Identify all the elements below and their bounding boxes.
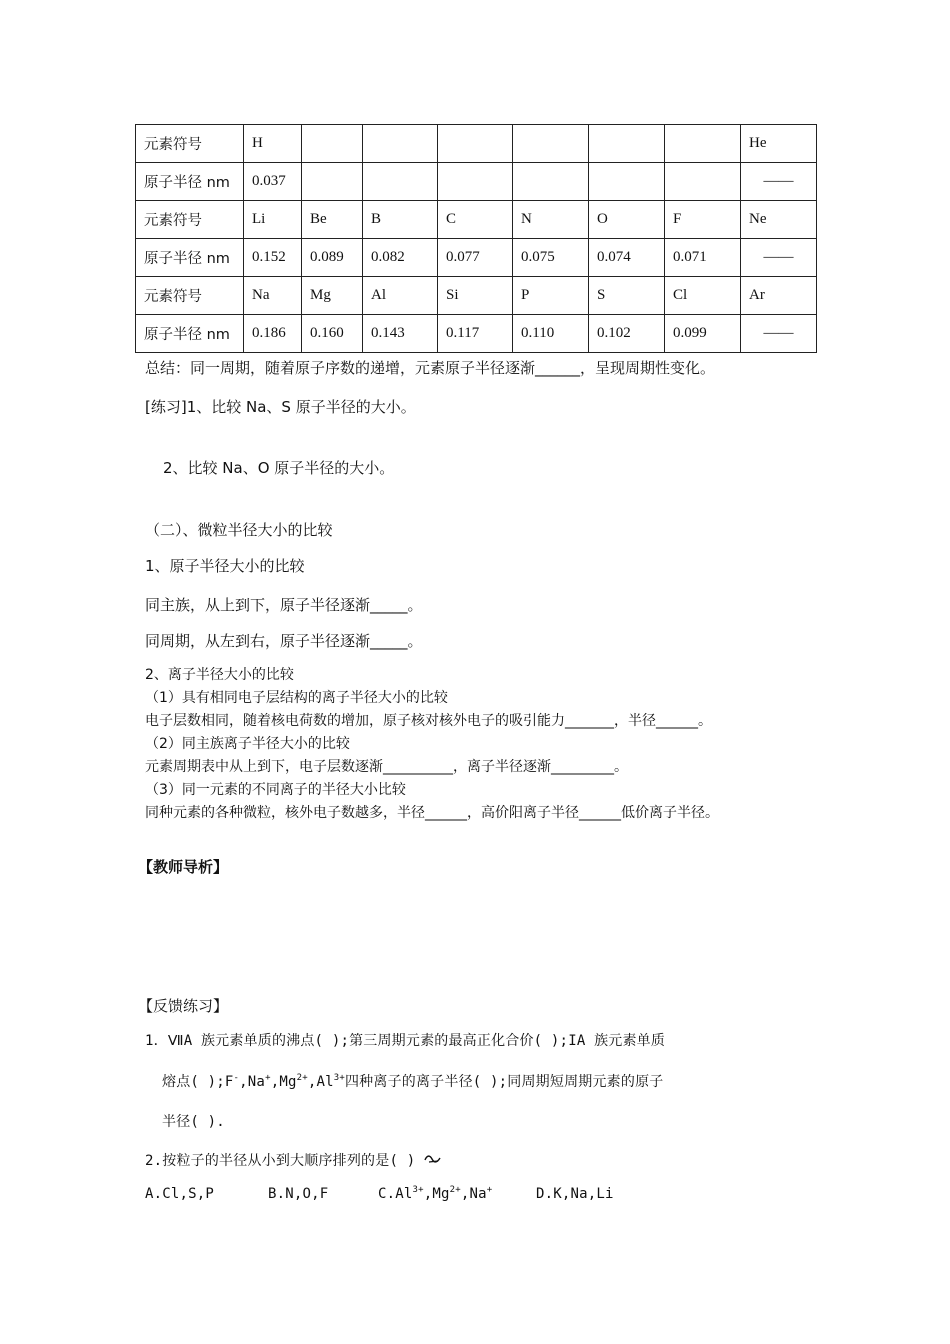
ionic-sub-1-title: （1）具有相同电子层结构的离子半径大小的比较: [145, 690, 448, 706]
table-cell: Al: [363, 277, 438, 315]
table-cell: ——: [741, 315, 817, 353]
table-cell: [665, 163, 741, 201]
same-group-rule: 同主族，从上到下，原子半径逐渐_____。: [145, 596, 423, 614]
question-2: [145, 1150, 442, 1170]
q1-text-d: ,Al: [307, 1074, 334, 1090]
table-cell: [363, 163, 438, 201]
same-period-rule: 同周期，从左到右，原子半径逐渐_____。: [145, 632, 423, 650]
option-c-text-1: C.Al: [378, 1186, 413, 1202]
q1-text-c: ,Mg: [270, 1074, 297, 1090]
table-cell: C: [438, 201, 513, 239]
table-row: [136, 239, 817, 277]
table-cell: Cl: [665, 277, 741, 315]
table-cell: Be: [302, 201, 363, 239]
ionic-sub-2-text: 元素周期表中从上到下，电子层数逐渐__________，离子半径逐渐_________。: [145, 759, 628, 775]
table-cell: 0.152: [244, 239, 302, 277]
table-cell: 0.075: [513, 239, 589, 277]
ionic-sub-2-title: （2）同主族离子半径大小的比较: [145, 736, 350, 752]
table-cell: [589, 125, 665, 163]
squiggle-mark-icon: [424, 1154, 442, 1166]
table-cell: Na: [244, 277, 302, 315]
table-cell: Li: [244, 201, 302, 239]
table-cell: N: [513, 201, 589, 239]
table-cell: Ar: [741, 277, 817, 315]
table-cell: B: [363, 201, 438, 239]
feedback-heading: 【反馈练习】: [138, 997, 229, 1015]
option-c-text-2: ,Mg: [423, 1186, 450, 1202]
q1-text-a: 熔点( );F: [162, 1074, 234, 1090]
table-cell: S: [589, 277, 665, 315]
al-ion-charge: 3+: [333, 1073, 345, 1083]
table-cell: ——: [741, 239, 817, 277]
atomic-radius-compare-title: 1、原子半径大小的比较: [145, 557, 305, 575]
section-2-title: （二）、微粒半径大小的比较: [145, 521, 333, 539]
option-b: B.N,O,F: [268, 1186, 329, 1202]
ionic-sub-1-text: 电子层数相同，随着核电荷数的增加，原子核对核外电子的吸引能力_______，半径______。: [145, 713, 712, 729]
table-cell: [438, 125, 513, 163]
mg-charge: 2+: [449, 1185, 461, 1195]
row-header-cell: 元素符号: [136, 277, 244, 315]
table-cell: O: [589, 201, 665, 239]
row-header-cell: 原子半径 nm: [136, 315, 244, 353]
table-cell: 0.089: [302, 239, 363, 277]
ionic-sub-3-title: （3）同一元素的不同离子的半径大小比较: [145, 782, 406, 798]
practice-2: 2、比较 Na、O 原子半径的大小。: [163, 459, 395, 477]
option-d: D.K,Na,Li: [536, 1186, 614, 1202]
table-cell: 0.110: [513, 315, 589, 353]
table-cell: P: [513, 277, 589, 315]
table-body: [136, 125, 817, 353]
table-cell: 0.143: [363, 315, 438, 353]
table-cell: 0.037: [244, 163, 302, 201]
table-cell: 0.160: [302, 315, 363, 353]
table-cell: 0.071: [665, 239, 741, 277]
row-header-cell: 元素符号: [136, 125, 244, 163]
table-cell: [363, 125, 438, 163]
atomic-radius-table: [135, 124, 817, 353]
row-header-cell: 原子半径 nm: [136, 163, 244, 201]
option-c: [378, 1186, 492, 1202]
question-1-line-3: 半径( ).: [162, 1114, 225, 1130]
table-cell: 0.077: [438, 239, 513, 277]
row-header-cell: 元素符号: [136, 201, 244, 239]
ionic-sub-3-text: 同种元素的各种微粒，核外电子数越多，半径______，高价阳离子半径______低价离子半径。: [145, 805, 719, 821]
table-cell: 0.082: [363, 239, 438, 277]
table-cell: [513, 125, 589, 163]
table-cell: 0.099: [665, 315, 741, 353]
f-ion-charge: -: [233, 1073, 240, 1083]
table-cell: Mg: [302, 277, 363, 315]
table-cell: 0.186: [244, 315, 302, 353]
mg-ion-charge: 2+: [296, 1073, 308, 1083]
summary-text: 总结：同一周期，随着原子序数的递增，元素原子半径逐渐______，呈现周期性变化。: [145, 359, 716, 377]
option-a: A.Cl,S,P: [145, 1186, 215, 1202]
na-ion-charge: +: [265, 1073, 271, 1083]
table-cell: Si: [438, 277, 513, 315]
q1-text-b: ,Na: [239, 1074, 266, 1090]
table-row: [136, 277, 817, 315]
question-2-text: 2.按粒子的半径从小到大顺序排列的是( ): [145, 1153, 416, 1169]
table-cell: H: [244, 125, 302, 163]
ionic-radius-compare-title: 2、离子半径大小的比较: [145, 667, 294, 683]
table-cell: F: [665, 201, 741, 239]
q1-text-e: 四种离子的离子半径( );同周期短周期元素的原子: [344, 1074, 664, 1090]
table-row: [136, 163, 817, 201]
table-cell: [302, 163, 363, 201]
table-row: [136, 201, 817, 239]
al-charge: 3+: [412, 1185, 424, 1195]
table-cell: [513, 163, 589, 201]
row-header-cell: 原子半径 nm: [136, 239, 244, 277]
table-cell: 0.074: [589, 239, 665, 277]
table-cell: ——: [741, 163, 817, 201]
table-row: [136, 125, 817, 163]
teacher-guide-heading: 【教师导析】: [138, 858, 229, 876]
table-cell: He: [741, 125, 817, 163]
na-charge: +: [486, 1185, 493, 1195]
table-cell: [665, 125, 741, 163]
table-cell: 0.102: [589, 315, 665, 353]
table-cell: [438, 163, 513, 201]
table-cell: [589, 163, 665, 201]
option-c-text-3: ,Na: [460, 1186, 487, 1202]
practice-1: [练习]1、比较 Na、S 原子半径的大小。: [145, 398, 416, 416]
table-cell: [302, 125, 363, 163]
question-1-line-1: 1．ⅦA 族元素单质的沸点( );第三周期元素的最高正化合价( );IA 族元素单质: [145, 1033, 666, 1049]
table-cell: 0.117: [438, 315, 513, 353]
question-1-line-2: [162, 1071, 663, 1091]
table-cell: Ne: [741, 201, 817, 239]
table-row: [136, 315, 817, 353]
